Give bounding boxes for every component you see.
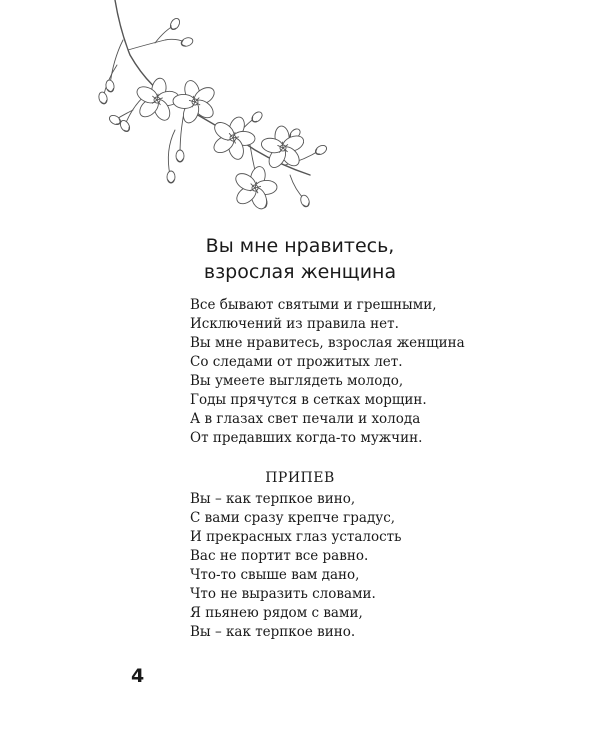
cherry-blossom-branch-icon (95, 0, 345, 225)
page-number: 4 (131, 665, 145, 687)
chorus-line: С вами сразу крепче градус, (190, 510, 396, 526)
poem-title-line-1: Вы мне нравитесь, (205, 235, 395, 257)
chorus-line: Что-то свыше вам дано, (190, 567, 360, 583)
chorus-line: Вы – как терпкое вино. (190, 624, 356, 640)
verse-line: Исключений из правила нет. (190, 316, 399, 332)
chorus-line: Я пьянею рядом с вами, (190, 605, 363, 621)
chorus-line: Вы – как терпкое вино, (190, 491, 356, 507)
chorus-stanza (190, 490, 402, 642)
chorus-line: Вас не портит все равно. (190, 548, 369, 564)
verse-line: Все бывают святыми и грешными, (190, 297, 437, 313)
poem-title-line-2: взрослая женщина (203, 261, 397, 283)
verse-line: Вы мне нравитесь, взрослая женщина (190, 335, 465, 351)
verse-stanza (190, 296, 465, 448)
chorus-line: И прекрасных глаз усталость (190, 529, 402, 545)
chorus-line: Что не выразить словами. (190, 586, 376, 602)
chorus-heading: ПРИПЕВ (265, 470, 335, 486)
verse-line: От предавших когда-то мужчин. (190, 430, 423, 446)
verse-line: Вы умеете выглядеть молодо, (190, 373, 404, 389)
verse-line: Со следами от прожитых лет. (190, 354, 403, 370)
verse-line: А в глазах свет печали и холода (190, 411, 421, 427)
verse-line: Годы прячутся в сетках морщин. (190, 392, 427, 408)
